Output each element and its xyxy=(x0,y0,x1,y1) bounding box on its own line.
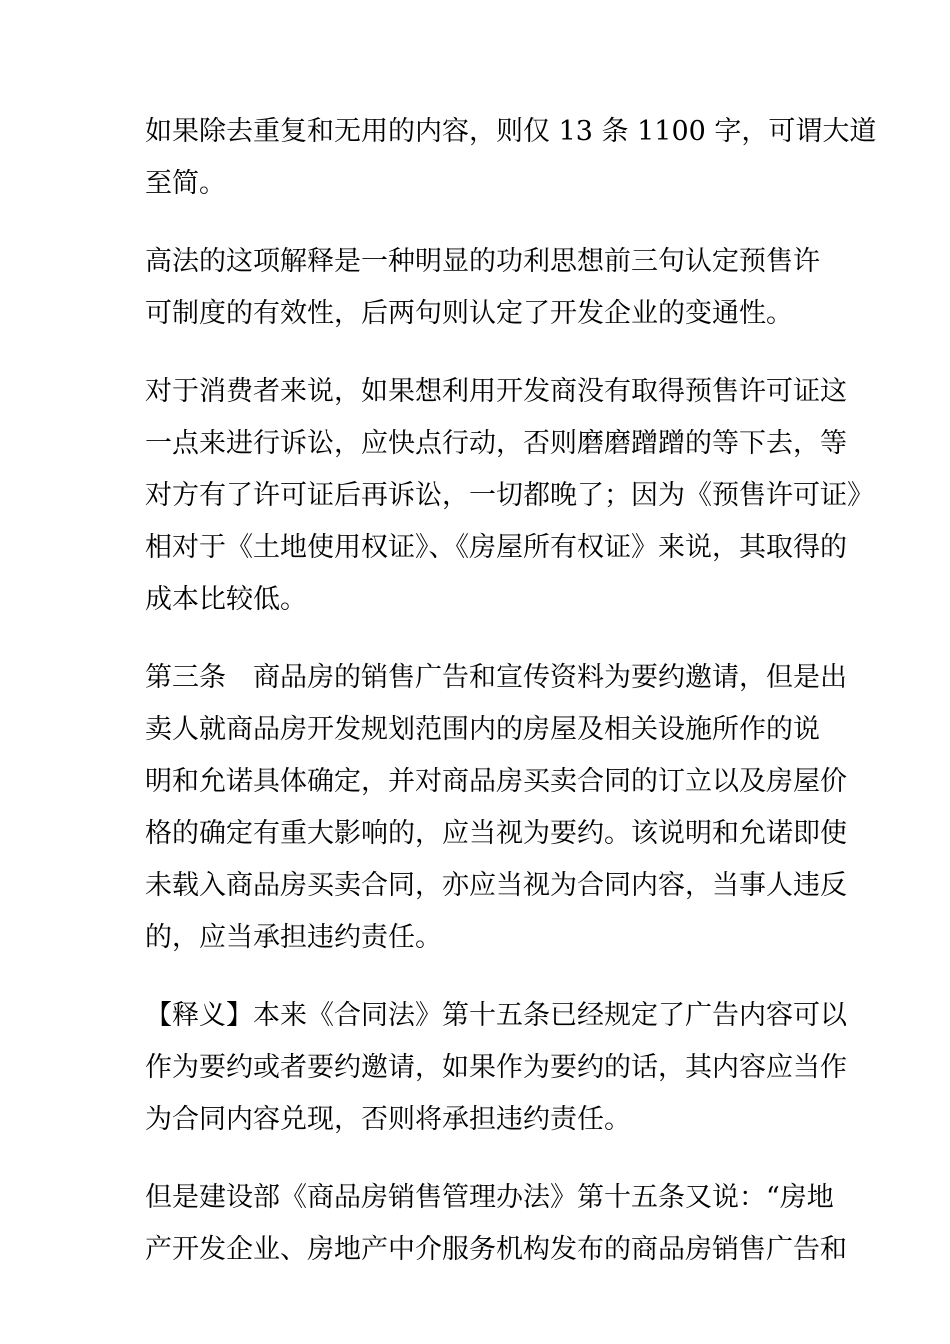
text-line: 但是建设部《商品房销售管理办法》第十五条又说：“房地 xyxy=(145,1182,834,1213)
text-line: 【释义】本来《合同法》第十五条已经规定了广告内容可以 xyxy=(145,1000,847,1031)
text-line: 卖人就商品房开发规划范围内的房屋及相关设施所作的说 xyxy=(145,714,820,745)
text-line: 为合同内容兑现，否则将承担违约责任。 xyxy=(145,1104,631,1135)
text-line: 对于消费者来说，如果想利用开发商没有取得预售许可证这 xyxy=(145,376,847,407)
text-line: 相对于《土地使用权证》、《房屋所有权证》来说，其取得的 xyxy=(145,532,847,563)
document-body xyxy=(145,106,877,1302)
text-line: 第三条 商品房的销售广告和宣传资料为要约邀请，但是出 xyxy=(145,662,847,693)
paragraph xyxy=(145,1172,847,1276)
paragraph xyxy=(145,366,874,626)
text-line: 如果除去重复和无用的内容，则仅 13 条 1100 字，可谓大道 xyxy=(145,116,877,147)
text-line: 高法的这项解释是一种明显的功利思想前三句认定预售许 xyxy=(145,246,820,277)
text-line: 可制度的有效性，后两句则认定了开发企业的变通性。 xyxy=(145,298,793,329)
text-line: 未载入商品房买卖合同，亦应当视为合同内容，当事人违反 xyxy=(145,870,847,901)
text-line: 成本比较低。 xyxy=(145,584,307,615)
text-line: 明和允诺具体确定，并对商品房买卖合同的订立以及房屋价 xyxy=(145,766,847,797)
text-line: 产开发企业、房地产中介服务机构发布的商品房销售广告和 xyxy=(145,1234,847,1265)
paragraph xyxy=(145,652,847,964)
text-line: 格的确定有重大影响的，应当视为要约。该说明和允诺即使 xyxy=(145,818,847,849)
text-line: 的，应当承担违约责任。 xyxy=(145,922,442,953)
paragraph xyxy=(145,106,877,210)
paragraph xyxy=(145,990,847,1146)
paragraph xyxy=(145,236,820,340)
text-line: 至简。 xyxy=(145,168,226,199)
text-line: 作为要约或者要约邀请，如果作为要约的话，其内容应当作 xyxy=(145,1052,847,1083)
text-line: 一点来进行诉讼，应快点行动，否则磨磨蹭蹭的等下去，等 xyxy=(145,428,847,459)
text-line: 对方有了许可证后再诉讼，一切都晚了；因为《预售许可证》 xyxy=(145,480,874,511)
